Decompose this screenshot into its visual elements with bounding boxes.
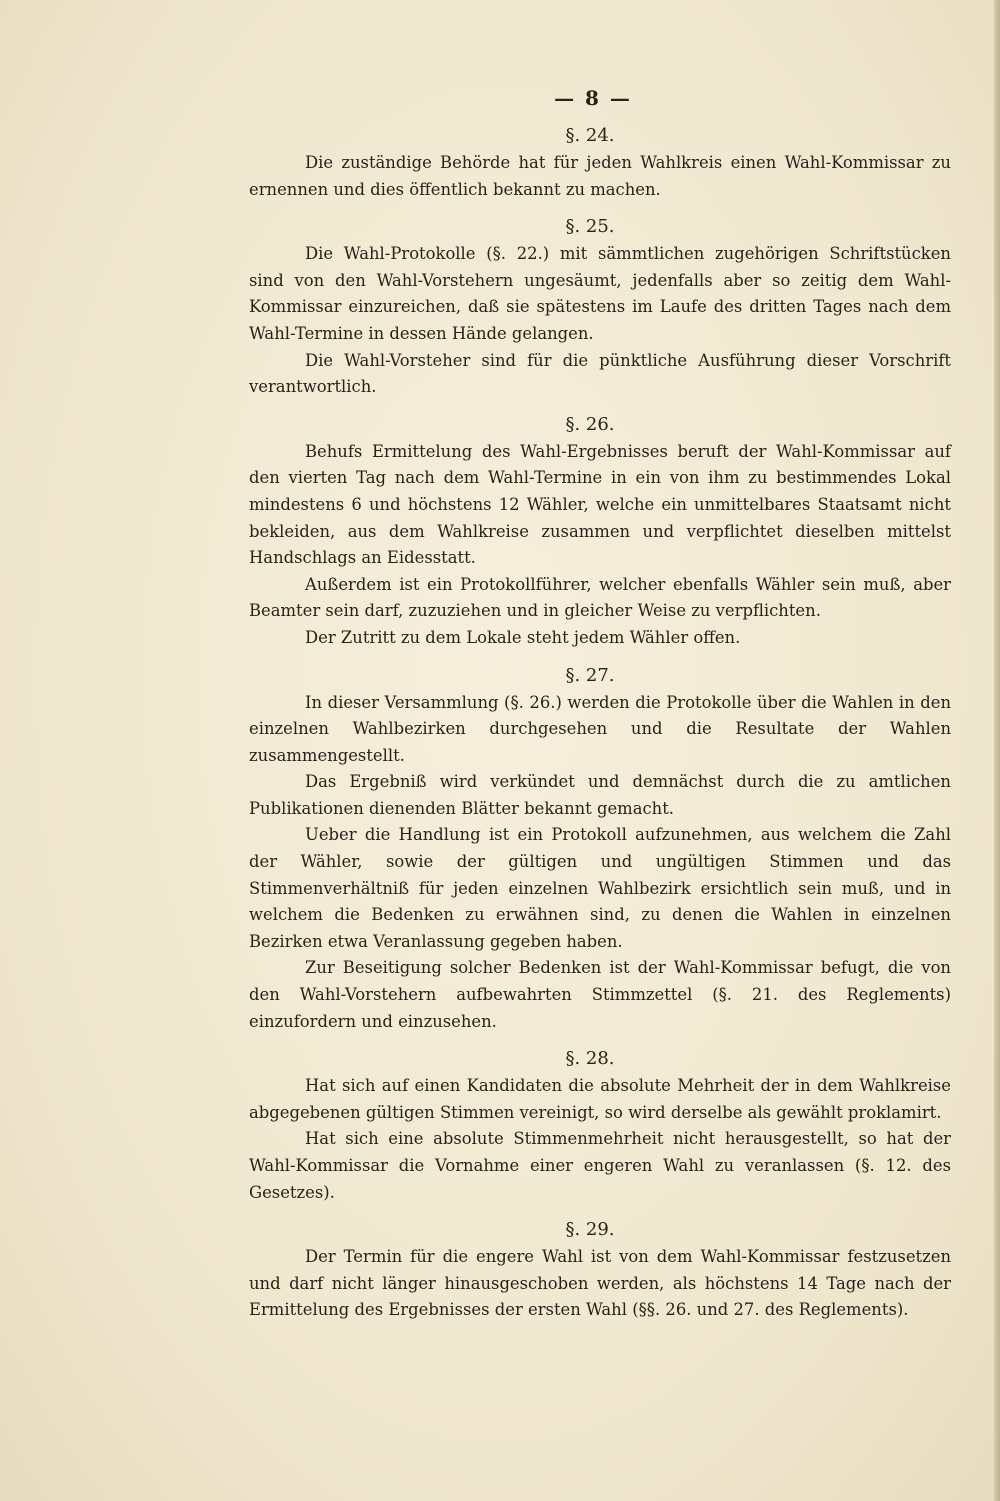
paragraph: Der Zutritt zu dem Lokale steht jedem Wähler offen. [305, 627, 741, 647]
paragraph: Außerdem ist ein Protokollführer, welcher ebenfalls Wähler sein muß, aber Beamter sein darf, zuzuziehen und in gleicher Weise zu verpflichten. [249, 574, 951, 621]
section-26 [249, 407, 951, 652]
paragraph: Hat sich auf einen Kandidaten die absolute Mehrheit der in dem Wahlkreise abgegebenen gültigen Stimmen vereinigt, so wird derselbe als gewählt proklamirt. [249, 1076, 951, 1122]
document-body [249, 78, 951, 1324]
section-27 [249, 658, 951, 1036]
paragraph: Hat sich eine absolute Stimmenmehrheit nicht herausgestellt, so hat der Wahl-Kommissar die Vornahme einer engeren Wahl zu veranlassen (§. 12. des Gesetzes). [249, 1129, 951, 1202]
section-heading: §. 26. [565, 413, 615, 435]
section-25 [249, 209, 951, 401]
page-edge [994, 0, 1000, 1501]
section-heading: §. 28. [565, 1048, 615, 1070]
section-28 [249, 1041, 951, 1206]
paragraph: Das Ergebniß wird verkündet und demnächst durch die zu amtlichen Publikationen dienenden Blätter bekannt gemacht. [249, 772, 951, 818]
paragraph: Zur Beseitigung solcher Bedenken ist der Wahl-Kommissar befugt, die von den Wahl-Vorstehern aufbewahrten Stimmzettel (§. 21. des Reglements) einzufordern und einzusehen. [249, 958, 951, 1031]
section-24 [249, 118, 951, 203]
paragraph: Behufs Ermittelung des Wahl-Ergebnisses beruft der Wahl-Kommissar auf den vierten Tag nach dem Wahl-Termine in ein von ihm zu bestimmendes Lokal mindestens 6 und höchstens 12 Wähler, welche ein unmittelbares Staatsamt nicht bekleiden, aus dem Wahlkreise zusammen und verpflichtet dieselben mittelst Handschlags an Eidesstatt. [249, 441, 951, 568]
paragraph: Die Wahl-Protokolle (§. 22.) mit sämmtlichen zugehörigen Schriftstücken sind von den Wahl-Vorstehern ungesäumt, jedenfalls aber so zeitig dem Wahl-Kommissar einzureichen, daß sie spätestens im Laufe des dritten Tages nach dem Wahl-Termine in dessen Hände gelangen. [249, 244, 951, 343]
section-29 [249, 1212, 951, 1324]
section-heading: §. 25. [565, 216, 615, 238]
paragraph: Ueber die Handlung ist ein Protokoll aufzunehmen, aus welchem die Zahl der Wähler, sowie der gültigen und ungültigen Stimmen und das Stimmenverhältniß für jeden einzelnen Wahlbezirk ersichtlich sein muß, und in welchem die Bedenken zu erwähnen sind, zu denen die Wahlen in einzelnen Bezirken etwa Veranlassung gegeben haben. [249, 825, 951, 951]
paragraph: Die Wahl-Vorsteher sind für die pünktliche Ausführung dieser Vorschrift verantwortlich. [249, 350, 951, 397]
section-heading: §. 29. [565, 1219, 615, 1241]
section-heading: §. 24. [565, 125, 615, 146]
paragraph: Der Termin für die engere Wahl ist von dem Wahl-Kommissar festzusetzen und darf nicht länger hinausgeschoben werden, als höchstens 14 Tage nach der Ermittelung des Ergebnisses der ersten Wahl (§§. 26. und 27. des Reglements). [249, 1247, 951, 1320]
page-number: — 8 — [554, 86, 632, 110]
section-heading: §. 27. [565, 664, 615, 686]
paragraph: In dieser Versammlung (§. 26.) werden die Protokolle über die Wahlen in den einzelnen Wahlbezirken durchgesehen und die Resultate der Wahlen zusammengestellt. [249, 692, 951, 765]
paragraph: Die zuständige Behörde hat für jeden Wahlkreis einen Wahl-Kommissar zu ernennen und dies öffentlich bekannt zu machen. [249, 153, 951, 199]
